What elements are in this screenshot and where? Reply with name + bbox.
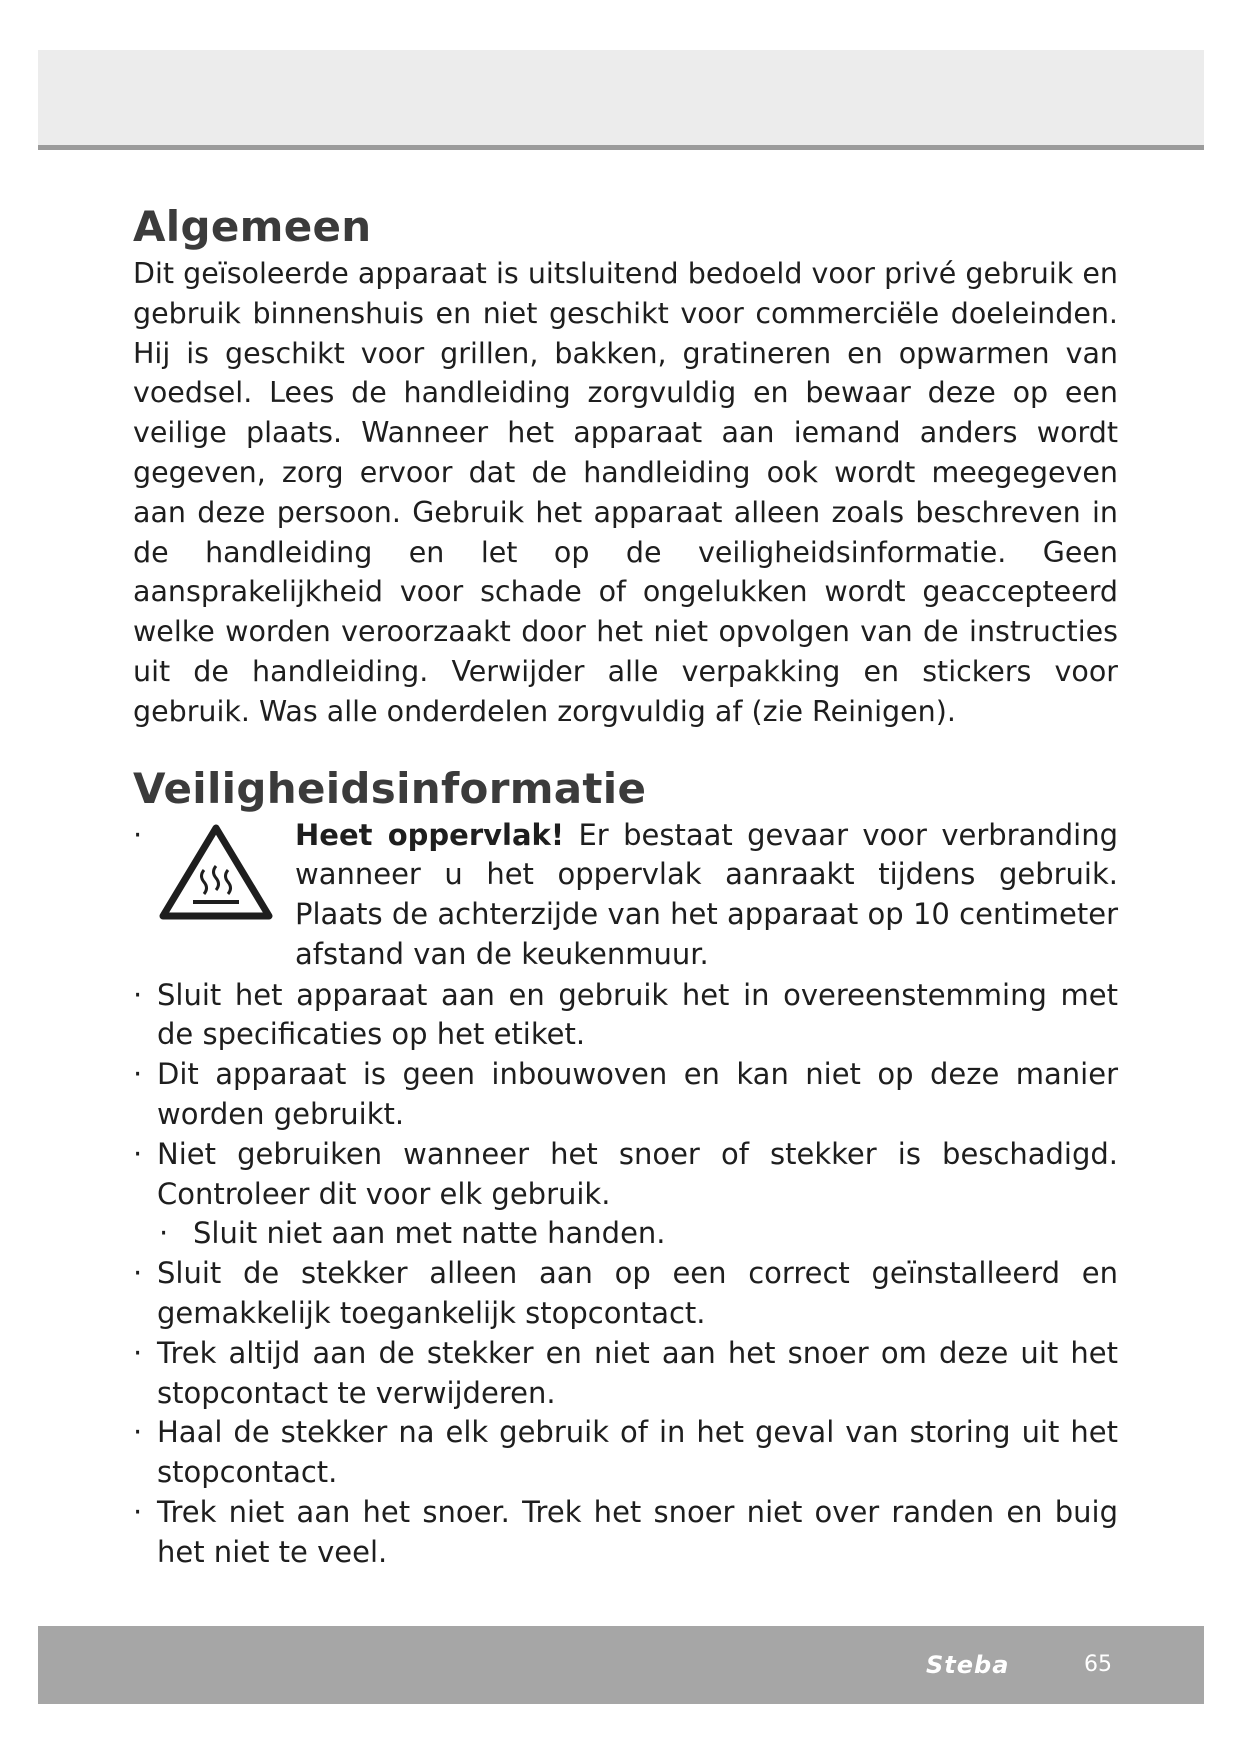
bullet-point: · (133, 1057, 143, 1092)
bullet-point: · (133, 1415, 143, 1450)
safety-item (133, 976, 1118, 1056)
hot-surface-label: Heet oppervlak! (295, 817, 565, 852)
page-content (133, 200, 1118, 1573)
page-number: 65 (1084, 1652, 1112, 1677)
section-general (133, 200, 1118, 732)
safety-list (133, 816, 1118, 1573)
safety-item-text: Sluit het apparaat aan en gebruik het in overeenstemming met de specificaties op het etiket. (157, 977, 1118, 1052)
hot-surface-text: Er bestaat gevaar voor verbranding wanneer u het oppervlak aanraakt tijdens gebruik. Plaats de achterzijde van het apparaat op 10 centimeter afstand van de keukenmuur. (295, 817, 1119, 971)
bullet-point: · (133, 1136, 143, 1171)
bullet-point: · (133, 1256, 143, 1291)
section-heading-safety: Veiligheidsinformatie (133, 763, 647, 813)
safety-item (133, 1254, 1118, 1334)
bullet-point: · (133, 1494, 143, 1529)
safety-item-text: Sluit de stekker alleen aan op een correct geïnstalleerd en gemakkelijk toegankelijk stopcontact. (157, 1256, 1118, 1330)
section-heading-general: Algemeen (133, 202, 372, 251)
safety-item (133, 1135, 1118, 1215)
bullet-point: · (159, 1216, 169, 1251)
safety-item (133, 1334, 1118, 1414)
bullet-point: · (133, 977, 143, 1012)
safety-item (133, 1214, 1118, 1254)
safety-item-hot-surface (133, 816, 1118, 976)
safety-item (133, 1413, 1118, 1493)
safety-item-text: Dit apparaat is geen inbouwoven en kan niet op deze manier worden gebruikt. (157, 1057, 1118, 1131)
general-paragraph: Dit geïsoleerde apparaat is uitsluitend bedoeld voor privé gebruik en gebruik binnenshuis en niet geschikt voor commerciële doeleinden. Hij is geschikt voor grillen, bakken, gratineren en opwarmen van voedsel. Lees de handleiding zorgvuldig en bewaar deze op een veilige plaats. Wanneer het apparaat aan iemand anders wordt gegeven, zorg ervoor dat de handleiding ook wordt meegegeven aan deze persoon. Gebruik het apparaat alleen zoals beschreven in de handleiding en let op de veiligheidsinformatie. Geen aansprakelijkheid voor schade of ongelukken wordt geaccepteerd welke worden veroorzaakt door het niet opvolgen van de instructies uit de handleiding. Verwijder alle verpakking en stickers voor gebruik. Was alle onderdelen zorgvuldig af (zie Reinigen). (133, 257, 1118, 728)
footer-band (38, 1626, 1204, 1704)
safety-item (133, 1493, 1118, 1573)
safety-item-text: Niet gebruiken wanneer het snoer of stekker is beschadigd. Controleer dit voor elk gebruik. (157, 1136, 1118, 1211)
header-band (38, 50, 1204, 150)
brand-name: Steba (926, 1651, 1010, 1679)
bullet-point: · (133, 1335, 143, 1370)
bullet-point: · (133, 817, 143, 852)
safety-item-text: Trek altijd aan de stekker en niet aan het snoer om deze uit het stopcontact te verwijderen. (157, 1335, 1118, 1410)
safety-item-text: Sluit niet aan met natte handen. (193, 1216, 666, 1251)
hot-surface-warning-icon (157, 822, 275, 940)
safety-item-text: Haal de stekker na elk gebruik of in het geval van storing uit het stopcontact. (157, 1415, 1118, 1490)
section-safety (133, 762, 1118, 1573)
safety-item (133, 1055, 1118, 1135)
brand-logo (926, 1650, 1044, 1680)
safety-item-text: Trek niet aan het snoer. Trek het snoer niet over randen en buig het niet te veel. (157, 1494, 1118, 1569)
